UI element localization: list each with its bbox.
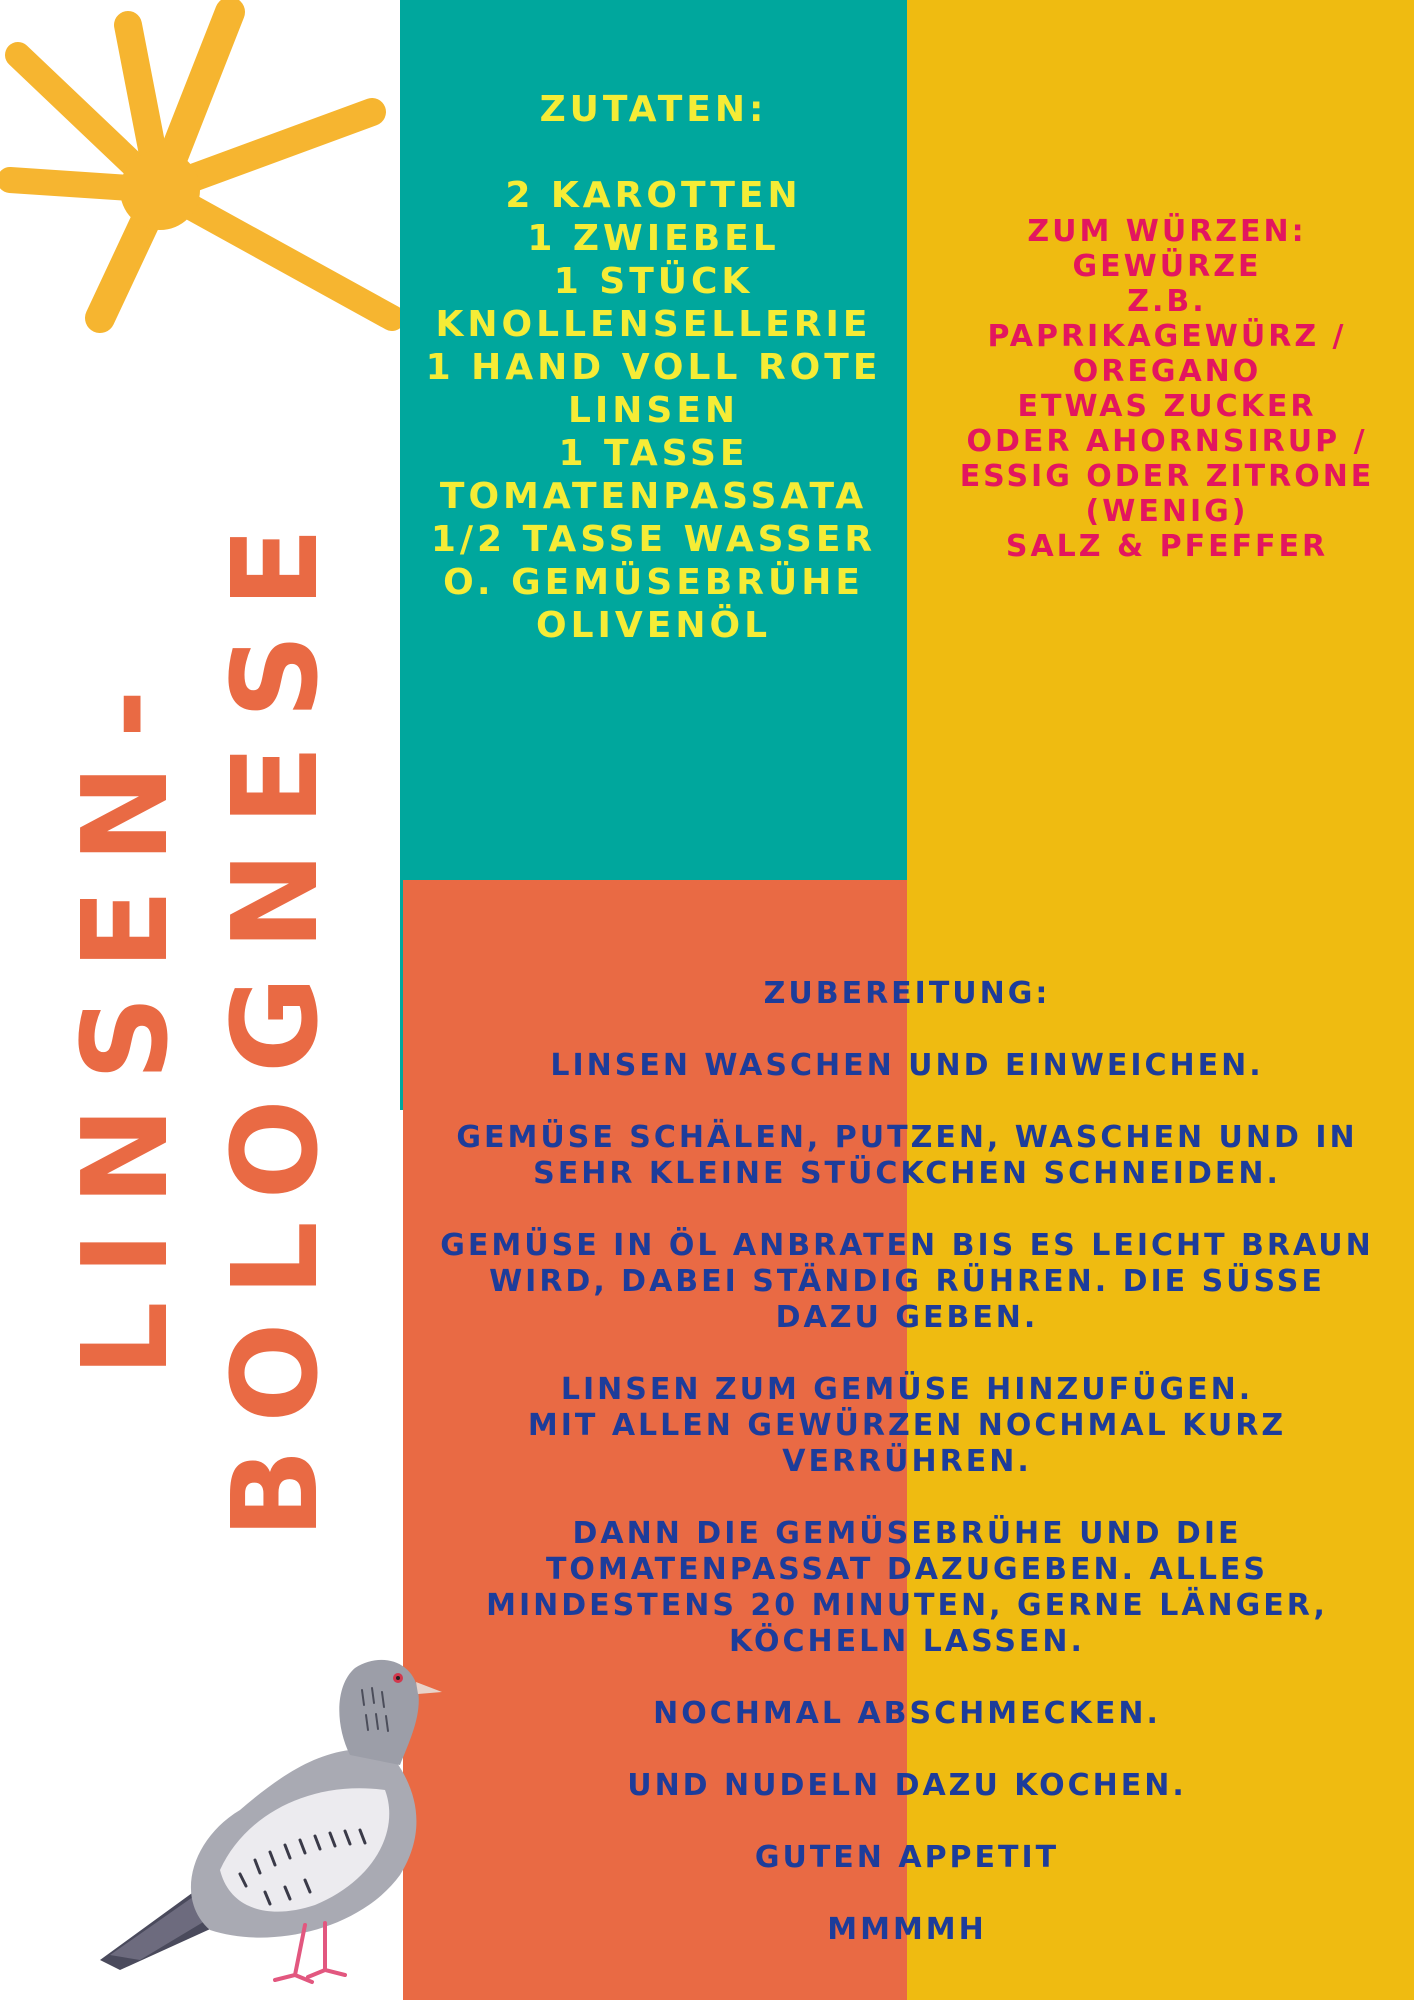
spice-line: ETWAS ZUCKER [1017,389,1317,424]
step-line: WIRD, DABEI STÄNDIG RÜHREN. DIE SÜSSE [489,1264,1325,1299]
step-line: TOMATENPASSAT DAZUGEBEN. ALLES [545,1552,1269,1587]
step-line: GUTEN APPETIT [754,1840,1060,1875]
spice-line: PAPRIKAGEWÜRZ / [987,319,1347,354]
ingredient-item: 2 KAROTTEN [505,175,802,216]
pigeon-illustration [80,1630,470,1990]
spice-line: Z.B. [1127,284,1207,319]
title-line-1: LINSEN- [56,663,194,1377]
ingredient-item: 1 HAND VOLL ROTE [425,347,882,388]
ingredient-item: OLIVENÖL [535,605,772,646]
ingredients-spacer [400,131,907,174]
spice-line: ODER AHORNSIRUP / [966,424,1368,459]
step-line: GEMÜSE IN ÖL ANBRATEN BIS ES LEICHT BRAUN [440,1228,1374,1263]
ingredient-item: TOMATENPASSATA [439,476,868,517]
step-line: UND NUDELN DAZU KOCHEN. [627,1768,1187,1803]
preparation-step [400,1696,1414,1732]
recipe-title [50,501,350,1538]
ingredient-item: LINSEN [567,390,740,431]
spice-line: (WENIG) [1085,494,1249,529]
preparation-step [400,1048,1414,1084]
spice-line: SALZ & PFEFFER [1005,529,1329,564]
ingredient-item: KNOLLENSELLERIE [435,304,872,345]
ingredient-item: O. GEMÜSEBRÜHE [443,562,864,603]
preparation-step [400,1516,1414,1660]
step-line: DANN DIE GEMÜSEBRÜHE UND DIE [572,1516,1242,1551]
preparation-section [400,976,1414,1948]
step-line: MINDESTENS 20 MINUTEN, GERNE LÄNGER, [486,1588,1328,1623]
preparation-step [400,1768,1414,1804]
preparation-step [400,1120,1414,1192]
ingredient-item: 1 ZWIEBEL [527,218,780,259]
step-line: GEMÜSE SCHÄLEN, PUTZEN, WASCHEN UND IN [456,1120,1358,1155]
ingredient-item: 1 TASSE [558,433,749,474]
preparation-step [400,1372,1414,1480]
ingredient-item: 1 STÜCK [553,261,754,302]
spice-line: ESSIG ODER ZITRONE [959,459,1375,494]
spices-section [920,214,1414,564]
spice-line: OREGANO [1072,354,1262,389]
step-line: LINSEN ZUM GEMÜSE HINZUFÜGEN. [560,1372,1254,1407]
sun-burst-icon [0,0,400,340]
step-line: KÖCHELN LASSEN. [729,1624,1085,1659]
preparation-heading: ZUBEREITUNG: [763,976,1051,1011]
preparation-step [400,1840,1414,1876]
step-line: LINSEN WASCHEN UND EINWEICHEN. [550,1048,1264,1083]
spice-line: GEWÜRZE [1072,249,1262,284]
ingredient-item: 1/2 TASSE WASSER [430,519,877,560]
step-line: NOCHMAL ABSCHMECKEN. [653,1696,1161,1731]
title-line-2: BOLOGNESE [206,501,344,1539]
step-line: DAZU GEBEN. [775,1300,1039,1335]
preparation-step [400,1912,1414,1948]
step-line: MMMMH [827,1912,987,1947]
ingredients-heading: ZUTATEN: [539,89,768,130]
step-line: VERRÜHREN. [782,1444,1032,1479]
step-line: SEHR KLEINE STÜCKCHEN SCHNEIDEN. [533,1156,1281,1191]
preparation-step [400,1228,1414,1336]
step-line: MIT ALLEN GEWÜRZEN NOCHMAL KURZ [527,1408,1287,1443]
spices-heading: ZUM WÜRZEN: [1027,214,1307,249]
ingredients-section [400,88,907,647]
